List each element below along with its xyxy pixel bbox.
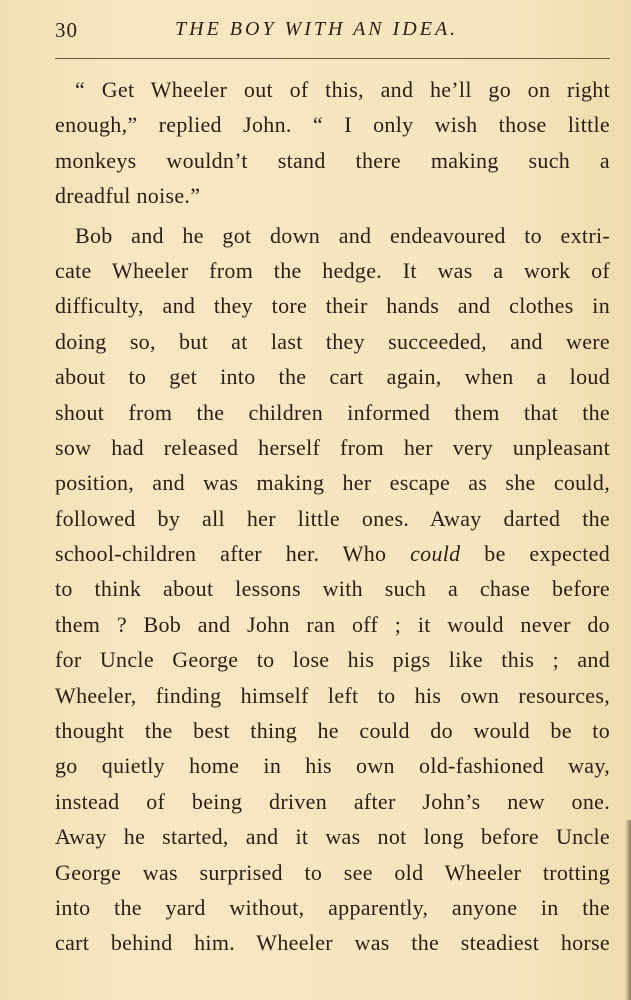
text-line: George was surprised to see old Wheeler trotting xyxy=(55,859,610,885)
text-line: go quietly home in his own old-fashioned way, xyxy=(55,753,610,779)
body-text xyxy=(55,72,610,961)
book-title: THE BOY WITH AN IDEA. xyxy=(175,18,459,40)
text-line: cate Wheeler from the hedge. It was a work of xyxy=(55,257,610,283)
text-line: “ Get Wheeler out of this, and he’ll go on right xyxy=(75,77,610,102)
text-line: doing so, but at last they succeeded, and were xyxy=(55,328,610,354)
running-head xyxy=(55,18,615,48)
italic-word: could xyxy=(410,541,461,567)
text-line: for Uncle George to lose his pigs like this ; and xyxy=(55,647,610,673)
text-line: Bob and he got down and endeavoured to extri- xyxy=(75,222,610,248)
text-line: thought the best thing he could do would be to xyxy=(55,718,610,744)
text-line: Away he started, and it was not long before Uncle xyxy=(55,824,610,850)
header-rule xyxy=(55,58,610,59)
text-line xyxy=(55,536,610,571)
text-line: into the yard without, apparently, anyone in the xyxy=(55,894,610,920)
text-line: position, and was making her escape as she could, xyxy=(55,470,610,496)
text-line: Wheeler, finding himself left to his own resources, xyxy=(55,682,610,708)
text-line: monkeys wouldn’t stand there making such a xyxy=(55,147,610,173)
text-line: about to get into the cart again, when a loud xyxy=(55,364,610,390)
text-line: instead of being driven after John’s new one. xyxy=(55,788,610,814)
text-line: to think about lessons with such a chase before xyxy=(55,576,610,602)
text-line: enough,” replied John. “ I only wish those little xyxy=(55,112,610,138)
text-line: them ? Bob and John ran off ; it would never do xyxy=(55,611,610,637)
text-line: followed by all her little ones. Away darted the xyxy=(55,505,610,531)
text-line: dreadful noise.” xyxy=(55,183,201,209)
text-line: shout from the children informed them that the xyxy=(55,399,610,425)
text-line: difficulty, and they tore their hands and clothes in xyxy=(55,293,610,319)
page-number: 30 xyxy=(55,18,78,42)
page-edge-shadow xyxy=(625,820,631,1000)
text-segment: be expected xyxy=(460,541,610,567)
text-line: cart behind him. Wheeler was the steadiest horse xyxy=(55,930,610,956)
text-segment: school-children after her. Who xyxy=(55,541,411,567)
text-line: sow had released herself from her very unpleasant xyxy=(55,434,610,460)
